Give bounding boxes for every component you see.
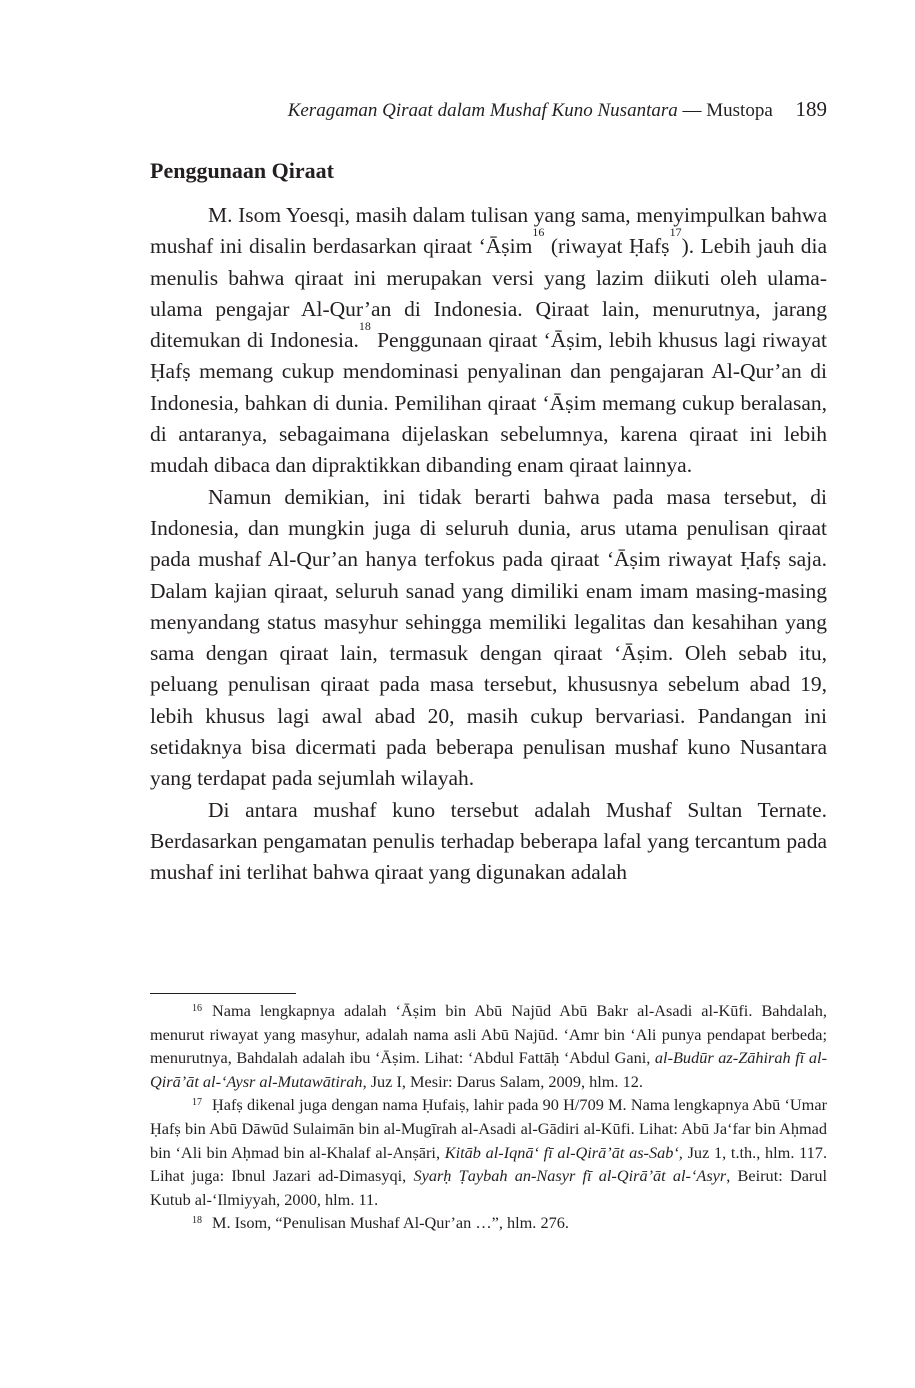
footnote-ref-17[interactable]: 17: [669, 225, 682, 240]
paragraph-1-text-d: Penggunaan qiraat ‘Āṣim, lebih khusus lagi riwayat Ḥafṣ memang cukup mendominasi penyalinan dan pengajaran Al-Qur’an di Indonesia, bahkan di dunia. Pemilihan qiraat ‘Āṣim memang cukup beralasan, di antaranya, sebagaimana dijelaskan sebelumnya, karena qiraat ini lebih mudah dibaca dan dipraktikkan dibanding enam qiraat lainnya.: [150, 328, 827, 478]
footnote-18: [150, 1211, 827, 1235]
footnote-number: 18: [192, 1215, 202, 1227]
paragraph-1-text-a: M. Isom Yoesqi, masih dalam tulisan yang sama, menyimpulkan bahwa mushaf ini disalin berdasarkan qiraat ‘Āṣim: [150, 203, 827, 259]
footnotes: [150, 999, 827, 1235]
footnote-text: , Beirut: Darul Kutub al-‘Ilmiyyah, 2000, hlm. 11.: [150, 1166, 828, 1209]
footnote-text: Ḥafṣ dikenal juga dengan nama Ḥufaiṣ, lahir pada 90 H/709 M. Nama lengkapnya Abū ‘Umar Ḥafṣ bin Abū Dāwūd Sulaimān bin al-Mugīrah al-Asadi al-Gādiri al-Kūfi. Lihat: Abū Ja‘far bin Aḥmad bin ‘Ali bin Aḥmad bin al-Khalaf al-Anṣāri,: [150, 1095, 827, 1162]
paragraph-2: Namun demikian, ini tidak berarti bahwa pada masa tersebut, di Indonesia, dan mungkin juga di seluruh dunia, arus utama penulisan qiraat pada mushaf Al-Qur’an hanya terfokus pada qiraat ‘Āṣim riwayat Ḥafṣ saja. Dalam kajian qiraat, seluruh sanad yang dimiliki enam imam masing-masing menyandang status masyhur sehingga memiliki legalitas dan kesahihan yang sama dengan qiraat lain, termasuk dengan qiraat ‘Āṣim. Oleh sebab itu, peluang penulisan qiraat pada masa tersebut, khususnya sebelum abad 19, lebih khusus lagi awal abad 20, masih cukup bervariasi. Pandangan ini setidaknya bisa dicermati pada beberapa penulisan mushaf kuno Nusantara yang terdapat pada sejumlah wilayah.: [150, 484, 827, 791]
footnote-number: 16: [192, 1003, 202, 1014]
footnote-text: Nama lengkapnya adalah ‘Āṣim bin Abū Najūd Abū Bakr al-Asadi al-Kūfi. Bahdalah, menurut riwayat yang masyhur, adalah nama asli Abū Najūd. ‘Amr bin ‘Ali punya pendapat berbeda; menurutnya, Bahdalah adalah ibu ‘Āṣim. Lihat: ‘Abdul Fattāḥ ‘Abdul Gani,: [150, 1001, 827, 1068]
paragraph-1-text-b: (riwayat Ḥafṣ: [544, 234, 670, 259]
author-name: — Mustopa: [682, 100, 773, 121]
footnote-number: 17: [192, 1097, 202, 1109]
running-title: Keragaman Qiraat dalam Mushaf Kuno Nusantara: [287, 100, 678, 121]
footnote-text: Juz 1, t.th., hlm. 117. Lihat juga: Ibnul Jazari ad-Dimasyqi,: [150, 1142, 828, 1186]
footnote-ref-18[interactable]: 18: [358, 319, 371, 334]
footnote-17: [150, 1093, 827, 1211]
footnote-text: M. Isom, “Penulisan Mushaf Al-Qur’an …”, hlm. 276.: [212, 1213, 569, 1233]
footnote-citation-title: Syarḥ Ṭaybah an-Nasyr fī al-Qirā’āt al-‘Asyr: [413, 1166, 727, 1186]
footnote-citation-title: Kitāb al-Iqnā‘ fī al-Qirā’āt as-Sab‘,: [444, 1142, 683, 1162]
footnote-ref-16[interactable]: 16: [532, 225, 545, 240]
paragraph-1-text-c: ). Lebih jauh dia menulis bahwa qiraat ini merupakan versi yang lazim diikuti oleh ulama-ulama pengajar Al-Qur’an di Indonesia. Qiraat lain, menurutnya, jarang ditemukan di Indonesia.: [150, 234, 828, 353]
footnote-citation-title: al-Budūr az-Zāhirah fī al-Qirā’āt al-‘Aysr al-Mutawātirah: [150, 1048, 827, 1091]
page-number: 189: [795, 97, 827, 121]
paragraph-3: Di antara mushaf kuno tersebut adalah Mushaf Sultan Ternate. Berdasarkan pengamatan penulis terhadap beberapa lafal yang tercantum pada mushaf ini terlihat bahwa qiraat yang digunakan adalah: [150, 797, 827, 885]
footnote-text: , Juz I, Mesir: Darus Salam, 2009, hlm. 12.: [362, 1071, 643, 1091]
body-text: [150, 200, 827, 889]
running-header: [150, 97, 827, 127]
footnote-16: [150, 999, 827, 1093]
paragraph-1: [150, 200, 827, 482]
section-heading: Penggunaan Qiraat: [150, 158, 334, 183]
footnote-separator: [150, 993, 296, 994]
